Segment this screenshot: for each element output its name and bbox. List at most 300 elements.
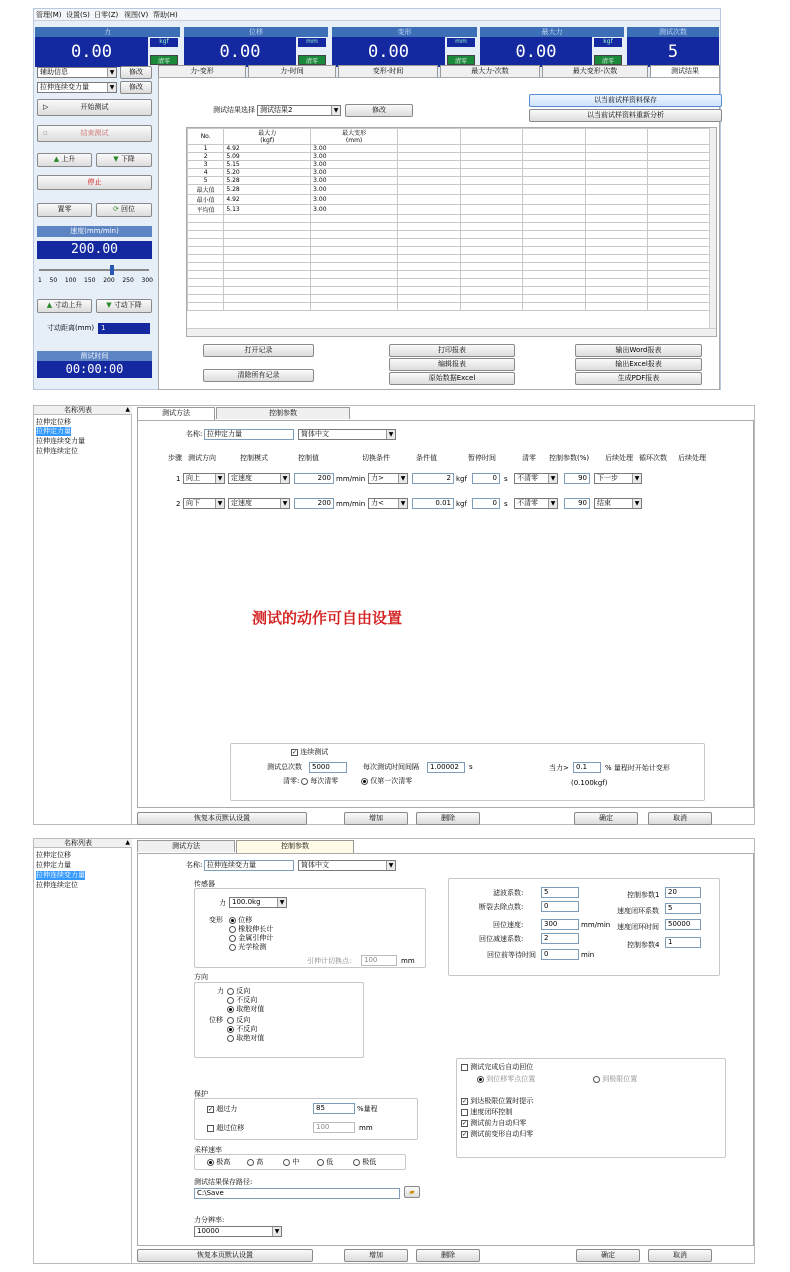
- radio-selected-icon: [229, 917, 236, 924]
- control-param-4-input[interactable]: 1: [665, 937, 701, 948]
- table-row[interactable]: [188, 145, 711, 153]
- home-speed-input[interactable]: 300: [541, 919, 579, 930]
- list-item[interactable]: 拉伸连续定位: [36, 447, 78, 455]
- auto-home-checkbox[interactable]: [461, 1063, 533, 1072]
- deform-option-displacement[interactable]: [229, 916, 252, 925]
- reanalyze-sample-button[interactable]: 以当前试样资料重新分析: [529, 109, 722, 122]
- table-header-row: [188, 129, 711, 145]
- when-force-note: (0.100kgf): [571, 779, 608, 787]
- jog-down-label: 寸动下降: [113, 301, 142, 309]
- control-mode-select[interactable]: [228, 473, 290, 484]
- break-points-input[interactable]: 0: [541, 901, 579, 912]
- direction-group: [194, 982, 364, 1058]
- direction-value: 向下: [186, 499, 200, 507]
- over-force-checkbox[interactable]: [207, 1105, 237, 1114]
- tab-max-deform-count[interactable]: 最大变形-次数: [542, 65, 648, 77]
- post-process-select[interactable]: [594, 498, 642, 509]
- cell: 3.00: [311, 153, 398, 161]
- col-loop-count: 循环次数: [639, 454, 667, 462]
- meter-maxforce-value: 0.00: [480, 37, 592, 67]
- list-item[interactable]: 拉伸连续定位: [36, 881, 78, 889]
- pause-unit: s: [504, 500, 508, 508]
- radio-icon: [227, 1035, 234, 1042]
- option-label: 金属引伸计: [238, 934, 274, 942]
- option-label: 不反向: [236, 1025, 258, 1033]
- export-pdf-button[interactable]: 生成PDF报表: [575, 372, 702, 385]
- zero-select[interactable]: [514, 498, 558, 509]
- force-dir-reverse[interactable]: [227, 987, 250, 996]
- deform-unit-button[interactable]: mm: [447, 38, 475, 47]
- jog-distance-input[interactable]: 1: [98, 323, 150, 334]
- when-force-tail: % 量程时开始计变形: [605, 764, 670, 772]
- name-label: 名称:: [186, 861, 203, 869]
- stop-button[interactable]: 停止: [37, 175, 152, 190]
- meter-force-value: 0.00: [35, 37, 148, 67]
- direction-select[interactable]: [183, 473, 225, 484]
- speed-scale: [38, 276, 153, 285]
- radio-icon: [353, 1159, 360, 1166]
- switch-condition-select[interactable]: [368, 473, 408, 484]
- method-body: [137, 420, 754, 808]
- meter-max-force: [480, 27, 624, 67]
- cell: 1: [188, 145, 224, 153]
- deform-autozero-checkbox[interactable]: [461, 1130, 533, 1139]
- table-row[interactable]: [188, 153, 711, 161]
- option-label: 极低: [362, 1158, 377, 1166]
- extensometer-switch-input[interactable]: 100: [361, 955, 397, 966]
- disp-direction-label: 位移: [209, 1016, 223, 1024]
- checkbox-icon: [207, 1125, 214, 1132]
- meter-deform-title: 变形: [332, 27, 477, 37]
- mode-modify-button[interactable]: 修改: [120, 81, 152, 94]
- vertical-scrollbar[interactable]: [709, 128, 717, 328]
- delete-button[interactable]: 删除: [416, 1249, 480, 1262]
- cell: 4: [188, 169, 224, 177]
- add-button[interactable]: 增加: [344, 1249, 408, 1262]
- continuous-test-label: 连续测试: [300, 748, 329, 756]
- deform-label: 变形: [209, 916, 223, 924]
- screen-control-params: [33, 838, 755, 1264]
- cell: 5.20: [224, 169, 311, 177]
- option-label: 到极限位置: [602, 1075, 638, 1083]
- list-item[interactable]: 拉伸连续变力量: [36, 437, 85, 445]
- speed-title: 速度(mm/min): [37, 226, 152, 237]
- cell: 3.00: [311, 177, 398, 185]
- menu-manage[interactable]: 管理(M): [36, 11, 62, 19]
- post-process-value: 下一步: [597, 474, 618, 482]
- zero-first-radio[interactable]: [361, 777, 412, 786]
- save-sample-button[interactable]: 以当前试样资料保存: [529, 94, 722, 107]
- force-zero-button[interactable]: 清零: [150, 55, 178, 65]
- jog-distance-label: 寸动距离(mm): [47, 324, 95, 332]
- disp-zero-button[interactable]: 清零: [298, 55, 326, 65]
- chevron-down-icon: ▼: [386, 861, 395, 870]
- export-excel-button[interactable]: 输出Excel报表: [575, 358, 702, 371]
- condition-value-input[interactable]: 2: [412, 473, 454, 484]
- meter-maxforce-title: 最大力: [480, 27, 624, 37]
- meter-force: [35, 27, 180, 67]
- cell: 4.92: [224, 195, 311, 205]
- over-force-input[interactable]: 85: [313, 1103, 355, 1114]
- up-label: 上升: [61, 155, 76, 163]
- checkbox-checked-icon: ✓: [462, 1130, 468, 1138]
- radio-selected-icon: [207, 1159, 214, 1166]
- zero-every-label: 每次清零: [310, 777, 339, 785]
- switch-condition-value: 力<: [371, 499, 384, 507]
- maxforce-unit-button[interactable]: kgf: [594, 38, 622, 47]
- start-test-label: 开始测试: [80, 103, 109, 111]
- horizontal-scrollbar[interactable]: [187, 328, 717, 337]
- down-button[interactable]: [96, 153, 152, 167]
- control-mode-value: 定速度: [231, 499, 252, 507]
- home-wait-input[interactable]: 0: [541, 949, 579, 960]
- direction-select[interactable]: [183, 498, 225, 509]
- over-disp-input[interactable]: 100: [313, 1122, 355, 1133]
- meter-count-value: 5: [627, 37, 719, 67]
- test-time-value: 00:00:00: [37, 361, 152, 378]
- speed-value: 200.00: [37, 241, 152, 259]
- rate-mid-radio[interactable]: [283, 1158, 299, 1167]
- table-row[interactable]: [188, 177, 711, 185]
- browse-folder-button[interactable]: [404, 1186, 420, 1198]
- radio-icon: [229, 926, 236, 933]
- print-report-button[interactable]: 打印报表: [389, 344, 515, 357]
- col-header-maxdeform: 最大变形 (mm): [311, 129, 398, 145]
- auto-home-label: 测试完成后自动回位: [470, 1063, 534, 1071]
- col-control-mode: 控制模式: [240, 454, 268, 462]
- list-item[interactable]: 拉伸定力量: [36, 861, 71, 869]
- post-process-select[interactable]: [594, 473, 642, 484]
- radio-selected-icon: [361, 778, 368, 785]
- home-label: 回位: [121, 205, 136, 213]
- list-title: 名称列表: [64, 839, 92, 847]
- option-label: 光学检测: [238, 943, 267, 951]
- scale-tick: 1: [38, 277, 42, 284]
- deform-option-optical[interactable]: [229, 943, 266, 952]
- ok-button[interactable]: 确定: [574, 812, 638, 825]
- tab-max-force-count[interactable]: 最大力-次数: [440, 65, 540, 77]
- empty-cell: [398, 129, 461, 145]
- result-select-value: 测试结果2: [260, 106, 293, 114]
- option-label: 速度闭环控制: [470, 1108, 513, 1116]
- menu-bar: [34, 9, 720, 21]
- chevron-down-icon: ▼: [107, 68, 116, 77]
- checkbox-icon: [461, 1064, 468, 1071]
- option-label: 测试前变形自动归零: [470, 1130, 534, 1138]
- speed-loop-coef-input[interactable]: 5: [665, 903, 701, 914]
- limit-prompt-checkbox[interactable]: [461, 1097, 533, 1106]
- table-row[interactable]: [188, 195, 711, 205]
- option-label: 位移: [238, 916, 253, 924]
- force-unit-button[interactable]: kgf: [150, 38, 178, 47]
- list-item[interactable]: 拉伸连续变力量: [36, 871, 85, 879]
- scale-tick: 300: [141, 277, 153, 284]
- protect-group: [194, 1098, 418, 1140]
- home-button[interactable]: [96, 203, 152, 217]
- reset-zero-button[interactable]: 置零: [37, 203, 92, 217]
- meter-displacement: [184, 27, 328, 67]
- radio-icon: [301, 778, 308, 785]
- add-button[interactable]: 增加: [344, 812, 408, 825]
- force-label: 力: [219, 899, 226, 907]
- table-row[interactable]: [188, 185, 711, 195]
- home-to-zero-radio[interactable]: [477, 1075, 535, 1084]
- cell: 3.00: [311, 161, 398, 169]
- control-value-unit: mm/min: [336, 500, 366, 508]
- table-row[interactable]: [188, 161, 711, 169]
- checkbox-checked-icon: ✓: [462, 1097, 468, 1105]
- cell: 3.00: [311, 205, 398, 215]
- filter-coef-input[interactable]: 5: [541, 887, 579, 898]
- control-value-input[interactable]: 200: [294, 473, 334, 484]
- maxforce-zero-button[interactable]: 清零: [594, 55, 622, 65]
- language-select[interactable]: [298, 860, 396, 871]
- table-row[interactable]: [188, 169, 711, 177]
- aux-info-value: 辅助信息: [40, 68, 68, 76]
- screen-test-method: [33, 405, 755, 825]
- ok-button[interactable]: 确定: [576, 1249, 640, 1262]
- jog-up-label: 寸动上升: [54, 301, 83, 309]
- jog-down-button[interactable]: [96, 299, 152, 313]
- force-autozero-checkbox[interactable]: [461, 1119, 526, 1128]
- force-sensor-value: 100.0kg: [232, 898, 261, 906]
- tab-deformation-time[interactable]: 变形-时间: [338, 65, 438, 77]
- control-value-input[interactable]: 200: [294, 498, 334, 509]
- control-param-input[interactable]: 90: [564, 498, 590, 509]
- chevron-down-icon: ▼: [398, 499, 407, 508]
- cell: 最小值: [188, 195, 224, 205]
- language-value: 简体中文: [301, 430, 329, 438]
- scale-tick: 250: [122, 277, 134, 284]
- rate-very-high-radio[interactable]: [207, 1158, 230, 1167]
- home-to-limit-radio[interactable]: [593, 1075, 637, 1084]
- rate-low-radio[interactable]: [317, 1158, 333, 1167]
- result-modify-button[interactable]: 修改: [345, 104, 413, 117]
- force-sensor-select[interactable]: [229, 897, 287, 908]
- tab-force-time[interactable]: 力-时间: [248, 65, 336, 77]
- list-header: [34, 839, 132, 848]
- cancel-button[interactable]: 取消: [648, 812, 712, 825]
- option-label: 到达极限位置时提示: [470, 1097, 534, 1105]
- cell: 2: [188, 153, 224, 161]
- result-table-frame: [186, 127, 717, 337]
- chevron-down-icon: ▼: [277, 898, 286, 907]
- control-mode-select[interactable]: [228, 498, 290, 509]
- col-step: 步骤: [168, 454, 182, 462]
- radio-selected-icon: [477, 1076, 484, 1083]
- deform-option-rubber[interactable]: [229, 925, 273, 934]
- param-label: 滤波系数:: [493, 889, 524, 897]
- list-item[interactable]: 拉伸定位移: [36, 851, 71, 859]
- delete-button[interactable]: 删除: [416, 812, 480, 825]
- list-header: [34, 406, 132, 415]
- tab-control-params[interactable]: 控制参数: [216, 407, 350, 419]
- zero-every-radio[interactable]: [301, 777, 338, 786]
- disp-dir-reverse[interactable]: [227, 1016, 250, 1025]
- zero-value: 不清零: [517, 499, 538, 507]
- chevron-down-icon: ▼: [280, 474, 289, 483]
- folder-open-icon: ▰: [409, 1188, 415, 1196]
- end-test-button[interactable]: [37, 125, 152, 142]
- edit-report-button[interactable]: 编辑报表: [389, 358, 515, 371]
- col-switch-condition: 切换条件: [362, 454, 390, 462]
- extensometer-switch-label: 引伸计切换点:: [307, 957, 352, 965]
- menu-settings[interactable]: 设置(S): [66, 11, 90, 19]
- cancel-button[interactable]: 取消: [648, 1249, 712, 1262]
- over-force-unit: %量程: [357, 1105, 378, 1113]
- radio-icon: [283, 1159, 290, 1166]
- step-column-headers: [138, 454, 755, 464]
- empty-cell: [585, 129, 648, 145]
- option-label: 超过力: [216, 1105, 238, 1113]
- zero-select[interactable]: [514, 473, 558, 484]
- option-label: 反向: [236, 1016, 251, 1024]
- chevron-down-icon: ▼: [331, 106, 340, 115]
- restore-defaults-button[interactable]: 恢复本页默认设置: [137, 1249, 313, 1262]
- scale-tick: 200: [103, 277, 115, 284]
- meter-force-title: 力: [35, 27, 180, 37]
- checkbox-icon: [461, 1109, 468, 1116]
- cell: 5: [188, 177, 224, 185]
- sampling-rate-title: 采样速率: [194, 1146, 222, 1154]
- cell: 最大值: [188, 185, 224, 195]
- tab-test-results[interactable]: 测试结果: [650, 65, 720, 78]
- option-label: 不反向: [236, 996, 258, 1004]
- speed-slider[interactable]: [39, 265, 149, 275]
- tab-control-params[interactable]: 控制参数: [236, 840, 354, 853]
- menu-view[interactable]: 视图(V): [124, 11, 149, 19]
- speed-loop-checkbox[interactable]: [461, 1108, 512, 1117]
- condition-value-input[interactable]: 0.01: [412, 498, 454, 509]
- restore-defaults-button[interactable]: 恢复本页默认设置: [137, 812, 307, 825]
- pause-time-input[interactable]: 0: [472, 473, 500, 484]
- up-button[interactable]: [37, 153, 92, 167]
- force-direction-label: 力: [217, 987, 224, 995]
- meter-test-count: [627, 27, 719, 67]
- home-decel-input[interactable]: 2: [541, 933, 579, 944]
- chevron-down-icon: ▼: [632, 499, 641, 508]
- over-disp-checkbox[interactable]: [207, 1124, 244, 1133]
- list-title: 名称列表: [64, 406, 92, 414]
- option-label: 超过位移: [216, 1124, 245, 1132]
- tab-test-method[interactable]: 测试方法: [137, 407, 215, 420]
- test-mode-value: 拉伸连续变力量: [40, 83, 89, 91]
- method-name-input[interactable]: 拉伸定力量: [204, 429, 294, 440]
- param-label: 速度闭环时间: [617, 923, 659, 931]
- interval-input[interactable]: 1.00002: [427, 762, 465, 773]
- open-record-button[interactable]: 打开记录: [203, 344, 314, 357]
- scale-tick: 50: [49, 277, 58, 284]
- rate-high-radio[interactable]: [247, 1158, 263, 1167]
- chevron-down-icon: ▼: [272, 1227, 281, 1236]
- raw-data-excel-button[interactable]: 原始数据Excel: [389, 372, 515, 385]
- disp-dir-normal[interactable]: [227, 1025, 257, 1034]
- test-mode-select[interactable]: [37, 82, 117, 93]
- control-param-1-input[interactable]: 20: [665, 887, 701, 898]
- param-label: 断裂去除点数:: [479, 903, 524, 911]
- export-word-button[interactable]: 输出Word报表: [575, 344, 702, 357]
- checkbox-checked-icon: ✓: [208, 1105, 214, 1113]
- down-label: 下降: [120, 155, 135, 163]
- clear-records-button[interactable]: 清除所有记录: [203, 369, 314, 382]
- save-path-input[interactable]: C:\Save: [194, 1188, 400, 1199]
- deform-option-metal[interactable]: [229, 934, 273, 943]
- chart-tabs: [158, 65, 720, 77]
- cell: 5.09: [224, 153, 311, 161]
- switch-condition-select[interactable]: [368, 498, 408, 509]
- radio-icon: [593, 1076, 600, 1083]
- speed-loop-time-input[interactable]: 50000: [665, 919, 701, 930]
- force-resolution-select[interactable]: [194, 1226, 282, 1237]
- meter-count-title: 测试次数: [627, 27, 719, 37]
- scale-tick: 150: [84, 277, 96, 284]
- result-select[interactable]: [257, 105, 341, 116]
- col-header-no: No.: [188, 129, 224, 145]
- param-label: 回位前等待时间: [487, 951, 536, 959]
- cell: 5.15: [224, 161, 311, 169]
- speed-slider-thumb[interactable]: [110, 265, 114, 275]
- table-row[interactable]: [188, 205, 711, 215]
- extensometer-switch-unit: mm: [401, 957, 415, 965]
- col-header-maxforce: 最大力 (kgf): [224, 129, 311, 145]
- disp-unit-button[interactable]: mm: [298, 38, 326, 47]
- method-name-input[interactable]: 拉伸连续变力量: [204, 860, 294, 871]
- sort-up-icon: ▲: [125, 406, 130, 413]
- force-dir-absolute[interactable]: [227, 1005, 264, 1014]
- control-param-input[interactable]: 90: [564, 473, 590, 484]
- menu-help[interactable]: 帮助(H): [153, 11, 178, 19]
- deform-zero-button[interactable]: 清零: [447, 55, 475, 65]
- chevron-down-icon: ▼: [632, 474, 641, 483]
- when-force-input[interactable]: 0.1: [573, 762, 601, 773]
- aux-modify-button[interactable]: 修改: [120, 66, 152, 79]
- pause-time-input[interactable]: 0: [472, 498, 500, 509]
- protect-title: 保护: [194, 1090, 208, 1098]
- aux-info-select[interactable]: [37, 67, 117, 78]
- jog-up-button[interactable]: [37, 299, 92, 313]
- step-row-2: [138, 498, 755, 511]
- cell: 3.00: [311, 195, 398, 205]
- menu-zero[interactable]: 日零(Z): [94, 11, 119, 19]
- force-dir-normal[interactable]: [227, 996, 257, 1005]
- radio-icon: [229, 935, 236, 942]
- control-value-unit: mm/min: [336, 475, 366, 483]
- start-test-button[interactable]: [37, 99, 152, 116]
- option-label: 橡胶伸长计: [238, 925, 274, 933]
- option-label: 高: [256, 1158, 264, 1166]
- arrow-down-icon: ▼: [113, 155, 119, 163]
- control-body: [137, 853, 754, 1246]
- rate-very-low-radio[interactable]: [353, 1158, 376, 1167]
- arrow-up-icon: ▲: [53, 155, 60, 163]
- tab-force-deformation[interactable]: 力-变形: [158, 65, 246, 77]
- chevron-down-icon: ▼: [548, 499, 557, 508]
- zero-value: 不清零: [517, 474, 538, 482]
- language-select[interactable]: [298, 429, 396, 440]
- interval-label: 每次测试时间间隔: [363, 763, 419, 771]
- list-item[interactable]: 拉伸定位移: [36, 418, 71, 426]
- list-item[interactable]: 拉伸定力量: [36, 427, 71, 435]
- param-label: 回位减速系数:: [479, 935, 524, 943]
- method-list-panel: [34, 406, 132, 824]
- continuous-test-checkbox[interactable]: [291, 748, 328, 757]
- total-count-input[interactable]: 5000: [309, 762, 347, 773]
- sampling-rate-group: [194, 1154, 406, 1170]
- tab-test-method[interactable]: 测试方法: [137, 840, 235, 852]
- disp-dir-absolute[interactable]: [227, 1034, 264, 1043]
- param-label: 控制参数4: [627, 941, 660, 949]
- force-resolution-label: 力分辨率:: [194, 1216, 225, 1224]
